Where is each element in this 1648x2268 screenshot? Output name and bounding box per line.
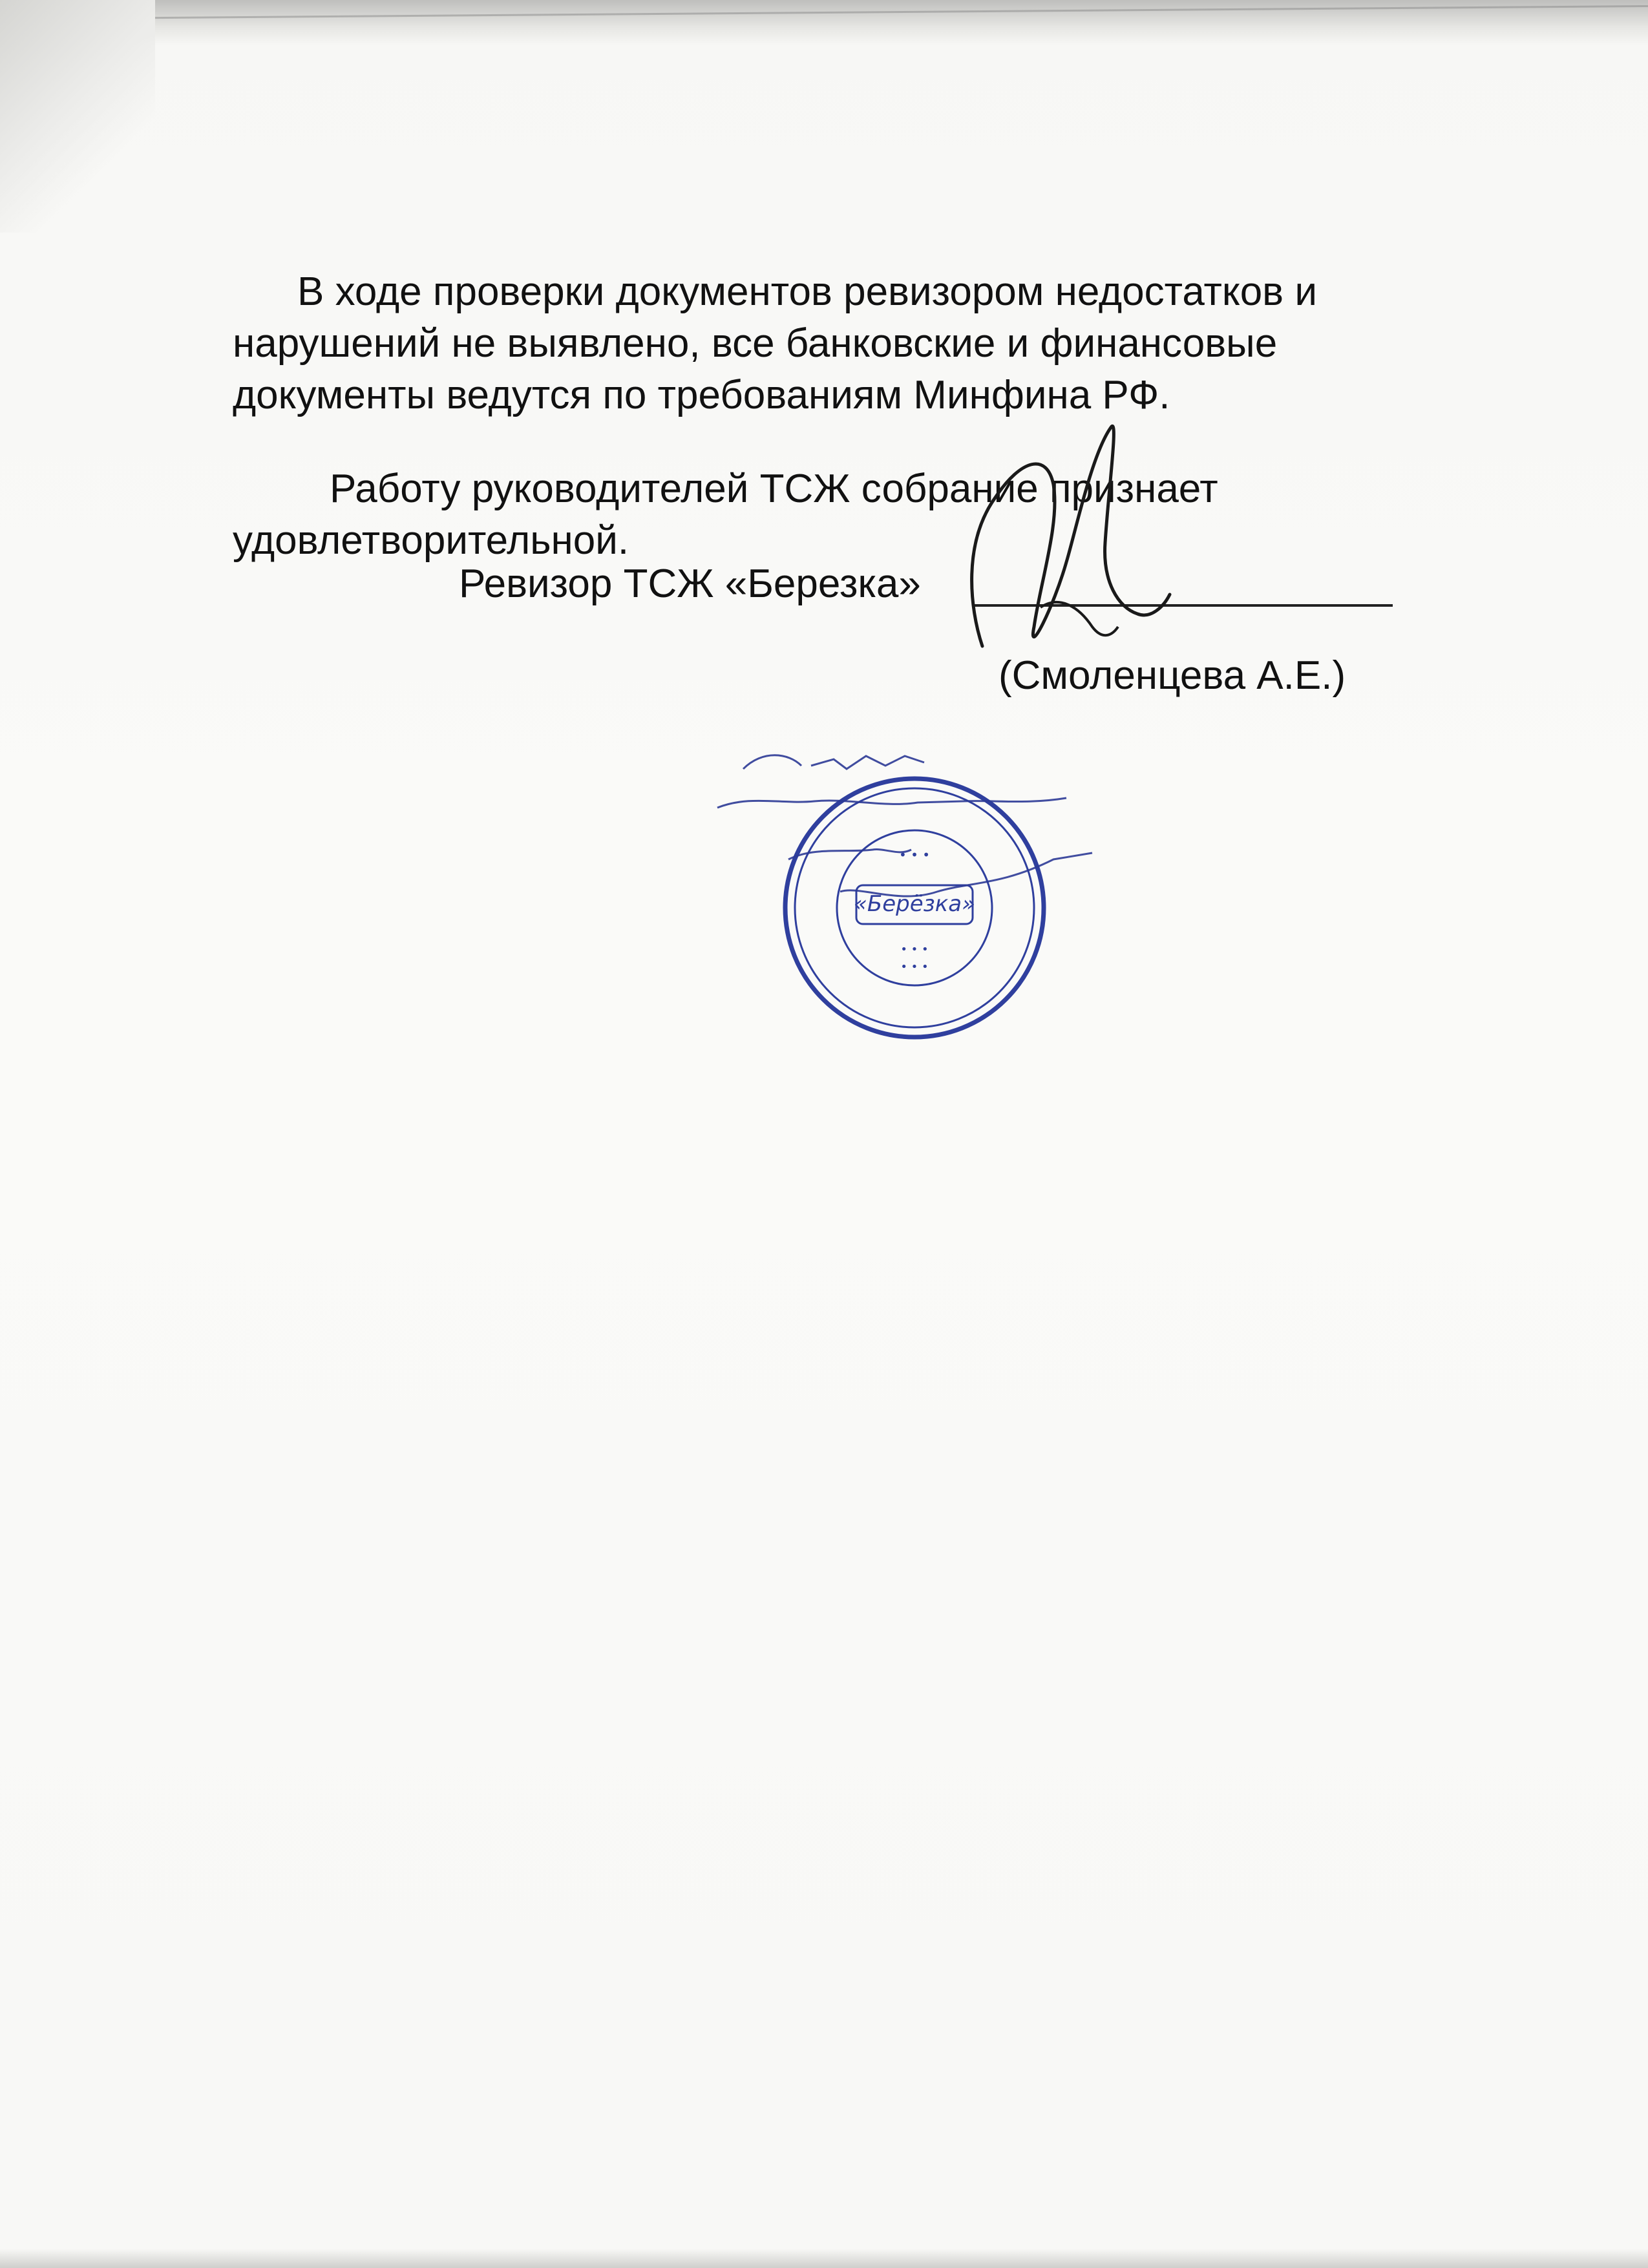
svg-text:«Берёзка»: «Берёзка» — [853, 891, 976, 917]
signature-name: (Смоленцева А.Е.) — [998, 653, 1346, 698]
paragraph-inspection-result: В ходе проверки документов ревизором недостатков и нарушений не выявлено, все банковские и финансовые документы ведутся по требованиям Минфина РФ. — [233, 269, 1317, 417]
svg-text:• • •: • • • — [898, 847, 931, 863]
svg-text:• • •: • • • — [900, 943, 929, 956]
round-seal-stamp — [692, 730, 1144, 1066]
svg-text:• • •: • • • — [900, 960, 929, 974]
scan-corner-fold — [0, 0, 155, 233]
signature-label: Ревизор ТСЖ «Березка» — [459, 562, 921, 606]
handwritten-signature — [944, 414, 1176, 691]
paragraph-work-evaluation: Работу руководителей ТСЖ собрание признает удовлетворительной. — [233, 467, 1218, 563]
scan-bottom-edge — [0, 2249, 1648, 2268]
